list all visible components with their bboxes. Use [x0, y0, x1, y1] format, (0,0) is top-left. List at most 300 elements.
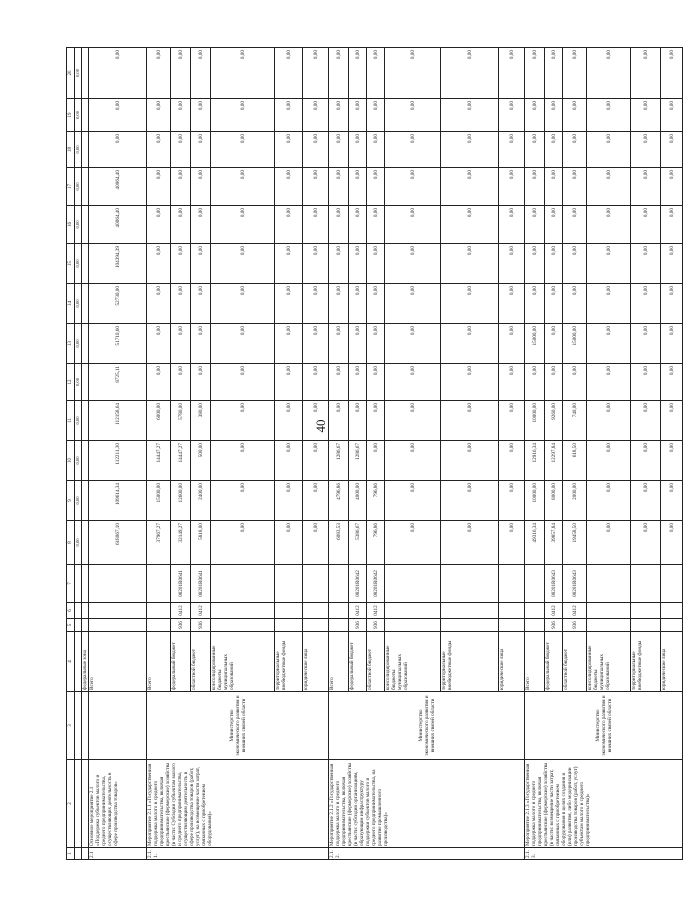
zero-row-blank — [75, 619, 82, 632]
amount-cell: 0,00 — [545, 364, 563, 401]
zero-row-value: 0,00 — [75, 48, 82, 99]
amount-cell: 740,00 — [563, 401, 587, 441]
column-number: 7 — [67, 565, 75, 603]
amount-cell: 0,00 — [631, 284, 661, 324]
funding-source: юридические лица — [661, 632, 683, 692]
column-number: 9 — [67, 481, 75, 521]
rotated-table-frame — [66, 48, 675, 860]
column-number-row — [67, 48, 75, 860]
intro-cell — [82, 521, 89, 565]
amount-cell: 0,00 — [385, 364, 441, 401]
executor — [89, 692, 147, 760]
amount-cell: 0,00 — [563, 168, 587, 206]
amount-cell: 0,00 — [441, 521, 499, 565]
amount-cell: 0,00 — [303, 284, 329, 324]
amount-cell: 0,00 — [525, 99, 545, 132]
amount-cell: 0,00 — [367, 48, 385, 99]
amount-cell: 0,00 — [349, 206, 367, 244]
budget-code: 0412 — [545, 603, 563, 619]
amount-cell: 0,00 — [171, 132, 191, 168]
amount-cell: 0,00 — [89, 132, 147, 168]
budget-code — [147, 619, 171, 632]
column-number: 1 — [67, 848, 75, 860]
budget-code — [329, 603, 349, 619]
intro-blank — [82, 760, 89, 848]
amount-cell: 0,00 — [545, 48, 563, 99]
amount-cell: 0,00 — [191, 364, 211, 401]
amount-cell: 109614,34 — [89, 481, 147, 521]
amount-cell: 0,00 — [441, 206, 499, 244]
amount-cell: 1286,67 — [329, 441, 349, 481]
amount-cell: 0,00 — [545, 244, 563, 284]
amount-cell: 10000,00 — [525, 481, 545, 521]
zero-row-value: 0,00 — [75, 206, 82, 244]
budget-code: 08201R0641 — [191, 565, 211, 603]
row-number: 2.1 — [89, 848, 147, 860]
amount-cell: 15000,00 — [525, 324, 545, 364]
amount-cell: 0,00 — [349, 324, 367, 364]
intro-cell — [82, 324, 89, 364]
funding-source: областной бюджет — [563, 632, 587, 692]
amount-cell: 0,00 — [147, 324, 171, 364]
amount-cell: 0,00 — [211, 132, 275, 168]
budget-code: 936 — [367, 619, 385, 632]
amount-cell: 0,00 — [349, 168, 367, 206]
amount-cell: 0,00 — [349, 364, 367, 401]
budget-code — [631, 603, 661, 619]
amount-cell: 0,00 — [587, 48, 631, 99]
amount-cell: 0,00 — [587, 244, 631, 284]
amount-cell: 0,00 — [211, 48, 275, 99]
amount-cell: 15000,00 — [563, 324, 587, 364]
budget-code — [89, 603, 147, 619]
amount-cell: 0,00 — [211, 364, 275, 401]
table-row — [329, 48, 349, 860]
funding-source: консолидированные бюджеты муниципальных образований — [587, 632, 631, 692]
amount-cell: 0,00 — [525, 364, 545, 401]
amount-cell: 0,00 — [631, 244, 661, 284]
budget-code: 0412 — [171, 603, 191, 619]
amount-cell: 0,00 — [367, 132, 385, 168]
budget-code — [631, 565, 661, 603]
intro-blank — [82, 692, 89, 760]
budget-code — [587, 603, 631, 619]
amount-cell: 0,00 — [385, 521, 441, 565]
amount-cell: 0,00 — [631, 481, 661, 521]
funding-source: областной бюджет — [191, 632, 211, 692]
amount-cell: 12600,00 — [171, 481, 191, 521]
funding-source: федеральный бюджет — [349, 632, 367, 692]
zero-values-row — [75, 48, 82, 860]
amount-cell: 0,00 — [631, 132, 661, 168]
column-number: 3 — [67, 692, 75, 760]
intro-blank — [82, 848, 89, 860]
measure-name: Основное мероприятие 2.1 «Поддержка субъектов малого и среднего предпринимательства, осуществляющих деятельность в сфере производства товаров» — [89, 760, 147, 848]
executor: Министерство экономического развития и внешних связей области — [329, 692, 525, 760]
amount-cell: 0,00 — [499, 364, 525, 401]
amount-cell: 0,00 — [171, 99, 191, 132]
amount-cell: 0,00 — [171, 364, 191, 401]
budget-code: 08201R0642 — [349, 565, 367, 603]
amount-cell: 0,00 — [191, 206, 211, 244]
amount-cell: 0,00 — [147, 168, 171, 206]
amount-cell: 0,00 — [385, 132, 441, 168]
funding-source: территориальные внебюджетные фонды — [441, 632, 499, 692]
amount-cell: 0,00 — [385, 441, 441, 481]
funding-source: юридические лица — [499, 632, 525, 692]
amount-cell: 0,00 — [349, 244, 367, 284]
funding-source: Всего — [147, 632, 171, 692]
amount-cell: 0,00 — [329, 168, 349, 206]
intro-cell — [82, 481, 89, 521]
budget-code — [275, 603, 303, 619]
amount-cell: 0,00 — [329, 206, 349, 244]
amount-cell: 0,00 — [211, 521, 275, 565]
amount-cell: 0,00 — [385, 481, 441, 521]
amount-cell: 0,00 — [303, 244, 329, 284]
amount-cell: 0,00 — [349, 401, 367, 441]
amount-cell: 0,00 — [441, 324, 499, 364]
amount-cell: 0,00 — [563, 132, 587, 168]
budget-code: 08201R0643 — [545, 565, 563, 603]
amount-cell: 0,00 — [661, 364, 683, 401]
zero-row-blank — [75, 692, 82, 760]
amount-cell: 0,00 — [385, 168, 441, 206]
amount-cell: 0,00 — [303, 481, 329, 521]
intro-cell — [82, 619, 89, 632]
amount-cell: 0,00 — [89, 99, 147, 132]
amount-cell: 0,00 — [545, 284, 563, 324]
amount-cell: 0,00 — [349, 48, 367, 99]
amount-cell: 0,00 — [303, 206, 329, 244]
amount-cell: 0,00 — [587, 168, 631, 206]
amount-cell: 0,00 — [211, 244, 275, 284]
amount-cell: 0,00 — [441, 284, 499, 324]
amount-cell: 0,00 — [441, 401, 499, 441]
column-number: 5 — [67, 619, 75, 632]
budget-code: 08201R0642 — [367, 565, 385, 603]
amount-cell: 0,00 — [385, 401, 441, 441]
budget-code — [441, 603, 499, 619]
amount-cell: 0,00 — [499, 324, 525, 364]
amount-cell: 380,00 — [191, 401, 211, 441]
amount-cell: 0,00 — [275, 284, 303, 324]
amount-cell: 52730,00 — [89, 284, 147, 324]
amount-cell: 0,00 — [191, 99, 211, 132]
amount-cell: 9260,00 — [545, 401, 563, 441]
amount-cell: 0,00 — [631, 48, 661, 99]
intro-cell — [82, 168, 89, 206]
amount-cell: 0,00 — [385, 99, 441, 132]
amount-cell: 0,00 — [661, 481, 683, 521]
amount-cell: 0,00 — [89, 48, 147, 99]
amount-cell: 4000,00 — [349, 481, 367, 521]
budget-code — [329, 565, 349, 603]
intro-cell — [82, 364, 89, 401]
budget-code — [147, 565, 171, 603]
amount-cell: 0,00 — [367, 168, 385, 206]
amount-cell: 0,00 — [587, 401, 631, 441]
amount-cell: 0,00 — [563, 364, 587, 401]
funding-source: консолидированные бюджеты муниципальных образований — [385, 632, 441, 692]
column-number: 12 — [67, 364, 75, 401]
budget-code: 08201R0643 — [563, 565, 587, 603]
amount-cell: 0,00 — [631, 441, 661, 481]
zero-row-value: 0,00 — [75, 364, 82, 401]
page-number: 40 — [313, 419, 328, 433]
funding-source: областной бюджет — [367, 632, 385, 692]
budget-code — [303, 619, 329, 632]
funding-source: Всего — [525, 632, 545, 692]
amount-cell: 0,00 — [441, 99, 499, 132]
funding-source: Всего — [89, 632, 147, 692]
amount-cell: 0,00 — [367, 364, 385, 401]
amount-cell: 0,00 — [499, 401, 525, 441]
amount-cell: 0,00 — [499, 244, 525, 284]
amount-cell: 14447,27 — [147, 441, 171, 481]
amount-cell: 0,00 — [631, 206, 661, 244]
amount-cell: 0,00 — [191, 168, 211, 206]
column-number: 2 — [67, 760, 75, 848]
budget-code: 0412 — [349, 603, 367, 619]
amount-cell: 0,00 — [661, 441, 683, 481]
column-number: 6 — [67, 603, 75, 619]
amount-cell: 0,00 — [367, 244, 385, 284]
amount-cell: 0,00 — [367, 441, 385, 481]
amount-cell: 0,00 — [499, 132, 525, 168]
intro-cell — [82, 206, 89, 244]
budget-code — [499, 619, 525, 632]
amount-cell: 0,00 — [303, 99, 329, 132]
row-number: 2.1.3. — [525, 848, 683, 860]
amount-cell: 0,00 — [191, 48, 211, 99]
amount-cell: 618067,10 — [89, 521, 147, 565]
column-number: 10 — [67, 441, 75, 481]
zero-row-value: 0,00 — [75, 481, 82, 521]
amount-cell: 0,00 — [587, 132, 631, 168]
amount-cell: 0,00 — [303, 521, 329, 565]
budget-code — [441, 565, 499, 603]
amount-cell: 0,00 — [525, 206, 545, 244]
zero-row-value: 0,00 — [75, 168, 82, 206]
budget-code: 936 — [191, 619, 211, 632]
amount-cell: 0,00 — [349, 99, 367, 132]
amount-cell: 0,00 — [441, 48, 499, 99]
budget-code — [385, 619, 441, 632]
amount-cell: 0,00 — [367, 401, 385, 441]
amount-cell: 0,00 — [661, 521, 683, 565]
funding-source: консолидированные бюджеты муниципальных образований — [211, 632, 275, 692]
budget-code — [525, 619, 545, 632]
amount-cell: 0,00 — [211, 441, 275, 481]
amount-cell: 0,00 — [499, 168, 525, 206]
table-row — [89, 48, 147, 860]
zero-row-blank — [75, 848, 82, 860]
amount-cell: 51710,60 — [89, 324, 147, 364]
amount-cell: 32149,27 — [171, 521, 191, 565]
intro-cell — [82, 244, 89, 284]
funding-source: территориальные внебюджетные фонды — [631, 632, 661, 692]
table-row — [147, 48, 171, 860]
budget-code — [661, 565, 683, 603]
amount-cell: 0,00 — [563, 99, 587, 132]
amount-cell: 0,00 — [587, 481, 631, 521]
amount-cell: 0,00 — [211, 324, 275, 364]
zero-row-value: 0,00 — [75, 441, 82, 481]
row-number: 2.1.1. — [147, 848, 329, 860]
zero-row-blank — [75, 760, 82, 848]
intro-cell — [82, 401, 89, 441]
amount-cell: 0,00 — [275, 481, 303, 521]
amount-cell: 0,00 — [211, 284, 275, 324]
amount-cell: 500,00 — [191, 441, 211, 481]
table-body — [67, 48, 683, 860]
intro-cell — [82, 284, 89, 324]
amount-cell: 19458,50 — [563, 521, 587, 565]
zero-row-value: 0,00 — [75, 324, 82, 364]
amount-cell: 0,00 — [563, 244, 587, 284]
zero-row-value: 0,00 — [75, 132, 82, 168]
amount-cell: 0,00 — [441, 244, 499, 284]
amount-cell: 0,00 — [545, 132, 563, 168]
amount-cell: 0,00 — [661, 284, 683, 324]
zero-row-value: 0,00 — [75, 401, 82, 441]
amount-cell: 0,00 — [587, 99, 631, 132]
amount-cell: 0,00 — [275, 99, 303, 132]
amount-cell: 0,00 — [171, 324, 191, 364]
column-number: 4 — [67, 632, 75, 692]
amount-cell: 0,00 — [545, 168, 563, 206]
amount-cell: 5780,00 — [171, 401, 191, 441]
amount-cell: 0,00 — [211, 99, 275, 132]
funding-source: территориальные внебюджетные фонды — [275, 632, 303, 692]
amount-cell: 0,00 — [147, 99, 171, 132]
row-number: 2.1.2. — [329, 848, 525, 860]
budget-code — [275, 619, 303, 632]
budget-code — [441, 619, 499, 632]
amount-cell: 40064,40 — [89, 168, 147, 206]
amount-cell: 4796,86 — [329, 481, 349, 521]
amount-cell: 0,00 — [191, 132, 211, 168]
amount-cell: 0,00 — [525, 168, 545, 206]
amount-cell: 0,00 — [303, 324, 329, 364]
amount-cell: 0,00 — [385, 48, 441, 99]
intro-cell — [82, 603, 89, 619]
budget-code: 0412 — [563, 603, 587, 619]
budget-code — [89, 565, 147, 603]
budget-code — [303, 565, 329, 603]
amount-cell: 0,00 — [441, 132, 499, 168]
amount-cell: 5818,00 — [191, 521, 211, 565]
amount-cell: 10000,00 — [525, 401, 545, 441]
amount-cell: 0,00 — [563, 48, 587, 99]
amount-cell: 0,00 — [367, 324, 385, 364]
amount-cell: 0,00 — [587, 521, 631, 565]
budget-code — [211, 565, 275, 603]
amount-cell: 0,00 — [303, 401, 329, 441]
amount-cell: 0,00 — [545, 99, 563, 132]
rotated-sheet — [66, 48, 675, 860]
budget-code — [499, 565, 525, 603]
amount-cell: 0,00 — [211, 168, 275, 206]
amount-cell: 0,00 — [329, 244, 349, 284]
amount-cell: 0,00 — [661, 48, 683, 99]
amount-cell: 0,00 — [303, 364, 329, 401]
amount-cell: 0,00 — [525, 48, 545, 99]
amount-cell: 112211,30 — [89, 441, 147, 481]
column-number: 11 — [67, 401, 75, 441]
amount-cell: 0,00 — [441, 441, 499, 481]
budget-code — [303, 603, 329, 619]
amount-cell: 0,00 — [587, 324, 631, 364]
amount-cell: 0,00 — [525, 244, 545, 284]
amount-cell: 6000,00 — [147, 401, 171, 441]
amount-cell: 0,00 — [349, 132, 367, 168]
amount-cell: 796,86 — [367, 521, 385, 565]
amount-cell: 0,00 — [171, 206, 191, 244]
column-number: 20 — [67, 48, 75, 99]
amount-cell: 0,00 — [631, 521, 661, 565]
amount-cell: 0,00 — [303, 168, 329, 206]
amount-cell: 0,00 — [563, 206, 587, 244]
budget-code — [329, 619, 349, 632]
amount-cell: 0,00 — [587, 206, 631, 244]
amount-cell: 0,00 — [275, 244, 303, 284]
amount-cell: 12916,34 — [525, 441, 545, 481]
amount-cell: 0,00 — [563, 284, 587, 324]
amount-cell: 0,00 — [303, 132, 329, 168]
amount-cell: 0,00 — [147, 48, 171, 99]
amount-cell: 12297,84 — [545, 441, 563, 481]
amount-cell: 0,00 — [385, 324, 441, 364]
amount-cell: 0,00 — [275, 401, 303, 441]
amount-cell: 0,00 — [545, 324, 563, 364]
amount-cell: 0,00 — [191, 244, 211, 284]
budget-code — [385, 603, 441, 619]
amount-cell: 0,00 — [631, 99, 661, 132]
amount-cell: 0,00 — [171, 168, 191, 206]
table-row — [525, 48, 545, 860]
zero-row-blank — [75, 565, 82, 603]
budget-code — [211, 603, 275, 619]
amount-cell: 40064,40 — [89, 206, 147, 244]
zero-row-blank — [75, 603, 82, 619]
amount-cell: 0,00 — [329, 401, 349, 441]
amount-cell: 0,00 — [631, 168, 661, 206]
column-number: 15 — [67, 244, 75, 284]
budget-table — [66, 47, 683, 860]
budget-code: 0412 — [191, 603, 211, 619]
funding-source: федеральный бюджет — [545, 632, 563, 692]
amount-cell: 0,00 — [171, 48, 191, 99]
amount-cell: 0,00 — [661, 244, 683, 284]
column-number: 13 — [67, 324, 75, 364]
amount-cell: 0,00 — [275, 132, 303, 168]
amount-cell: 0,00 — [499, 99, 525, 132]
budget-code — [525, 603, 545, 619]
amount-cell: 0,00 — [661, 132, 683, 168]
amount-cell: 0,00 — [329, 132, 349, 168]
budget-code — [631, 619, 661, 632]
amount-cell: 0,00 — [349, 284, 367, 324]
amount-cell: 0,00 — [545, 206, 563, 244]
amount-cell: 0,00 — [171, 284, 191, 324]
amount-cell: 0,00 — [661, 206, 683, 244]
intro-label: федеральные зона — [82, 632, 89, 692]
budget-code — [587, 619, 631, 632]
column-number: 16 — [67, 206, 75, 244]
amount-cell: 49316,34 — [525, 521, 545, 565]
